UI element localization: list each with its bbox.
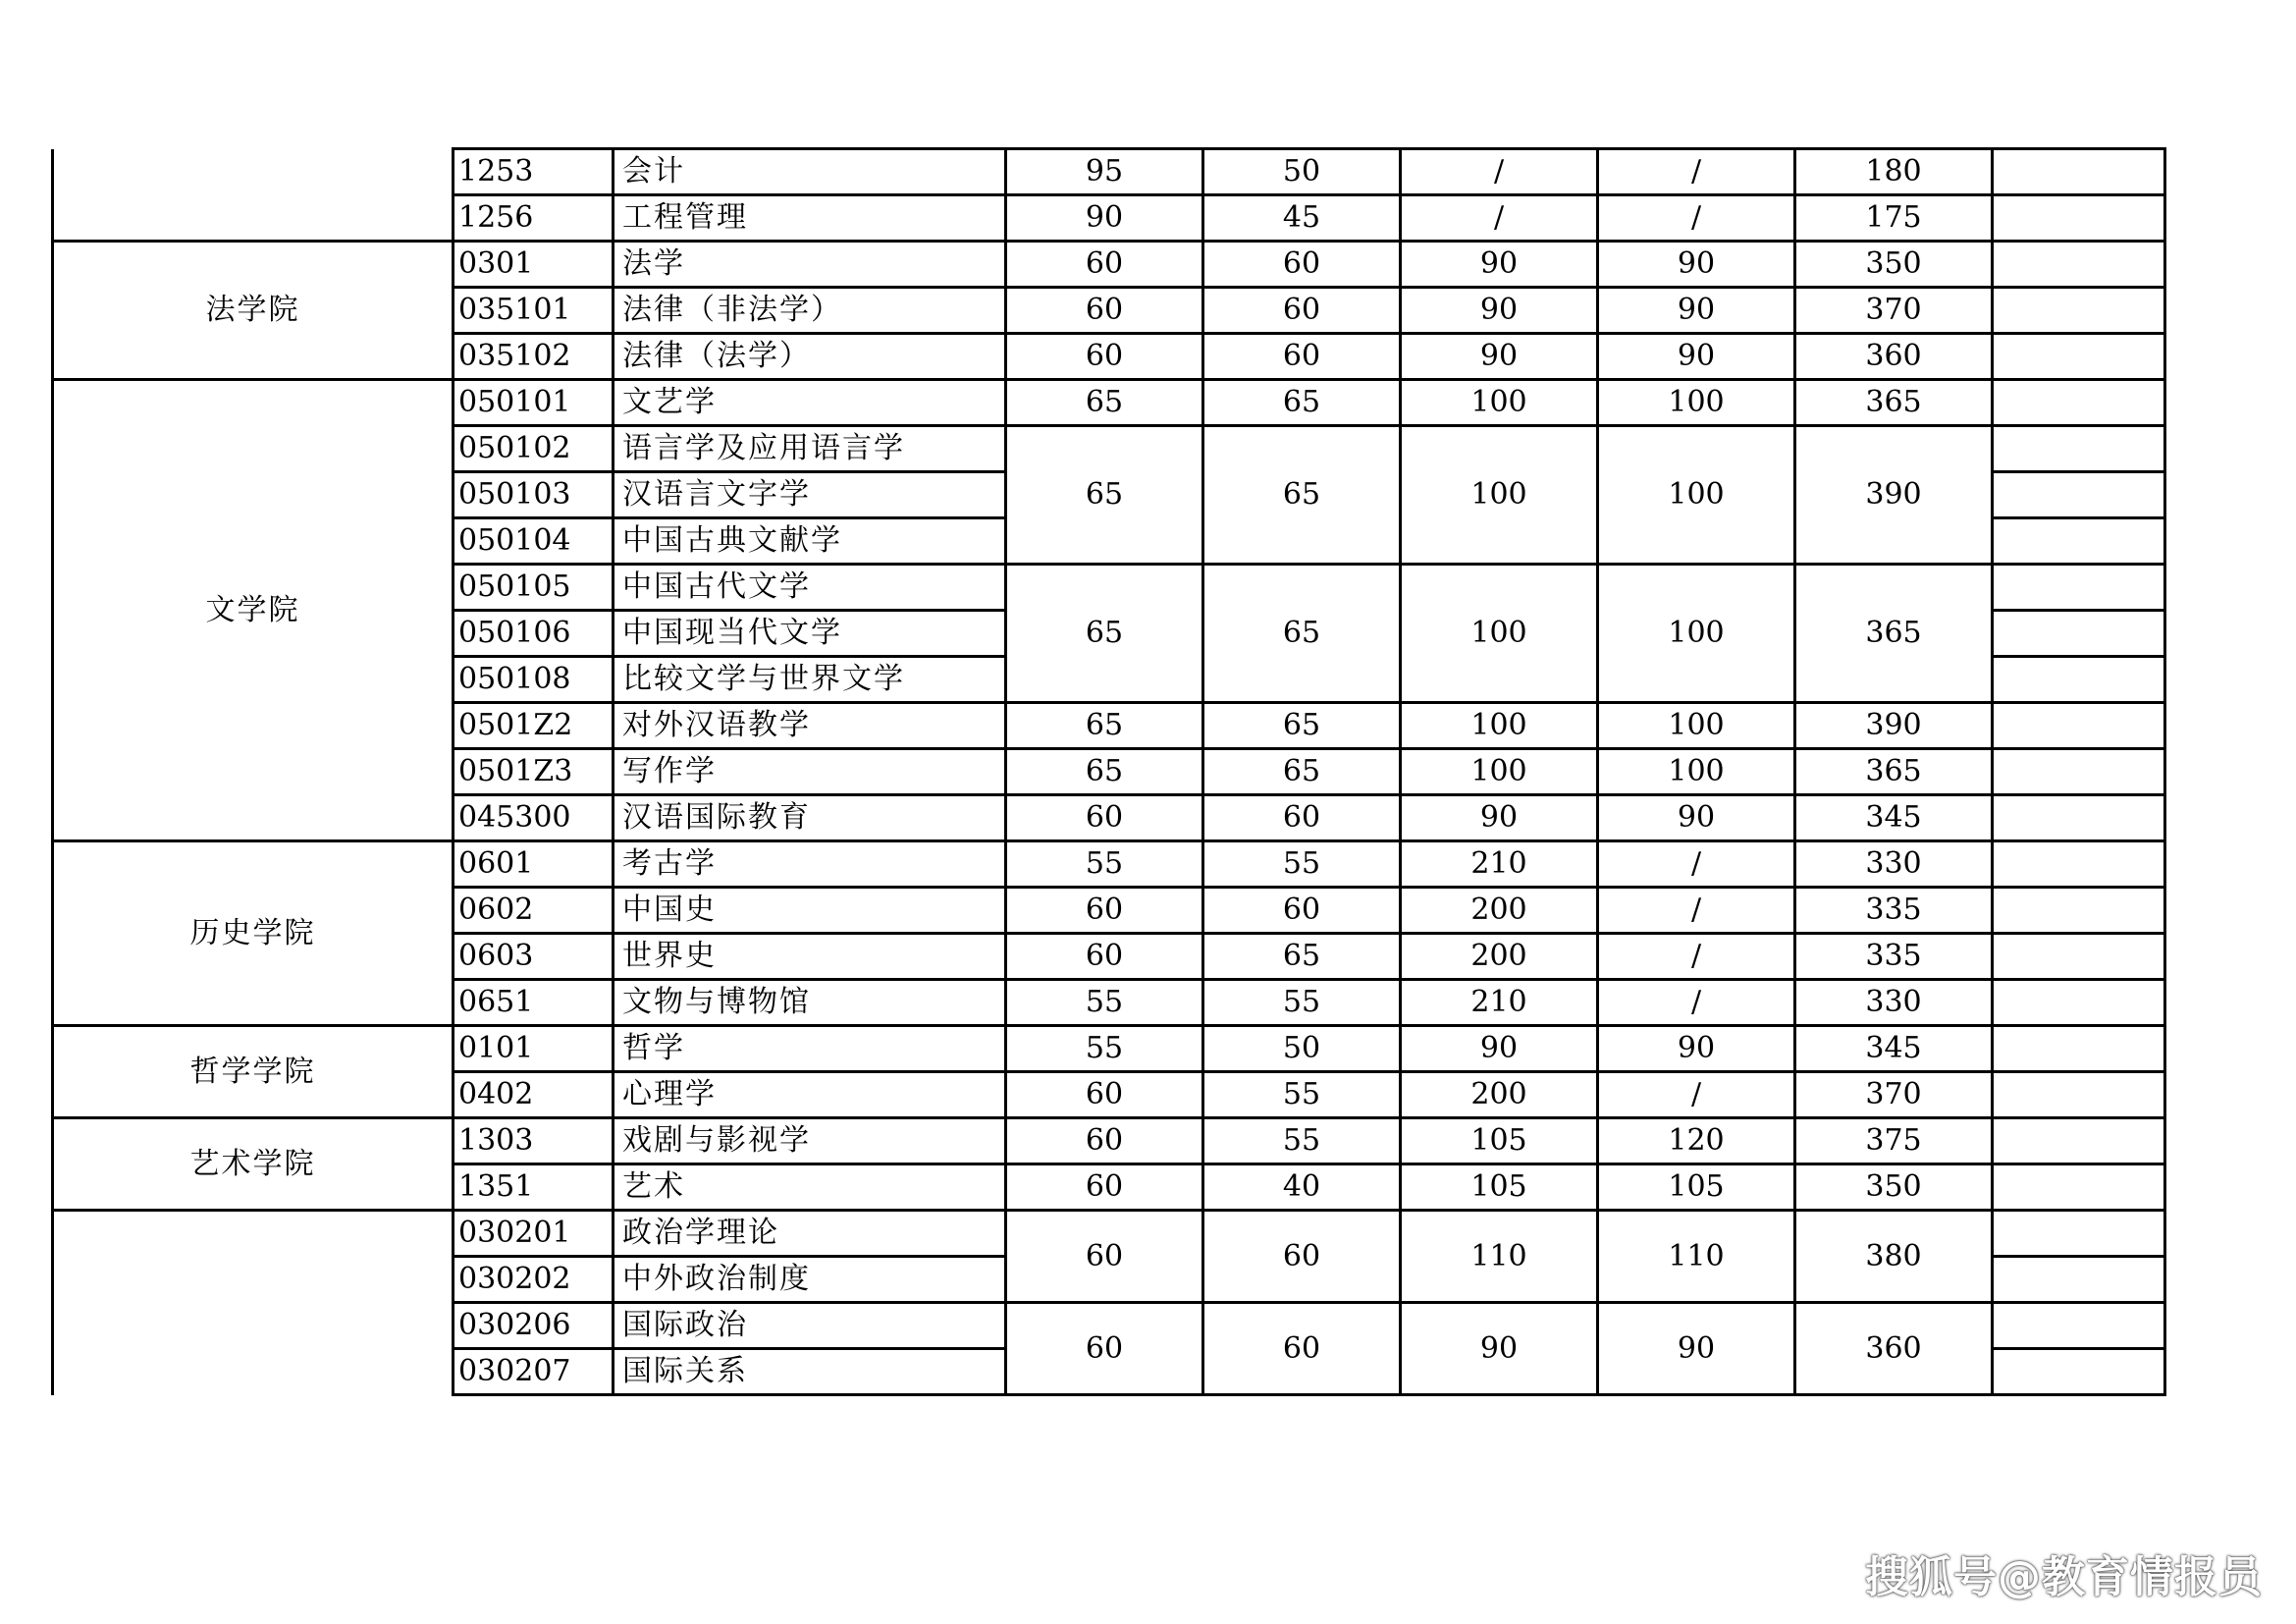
score-foreign-language: 55 bbox=[1203, 1118, 1401, 1164]
major-code: 0402 bbox=[454, 1072, 614, 1118]
score-total: 345 bbox=[1795, 1026, 1993, 1072]
score-foreign-language: 40 bbox=[1203, 1164, 1401, 1211]
score-politics: 65 bbox=[1006, 565, 1203, 703]
table-row bbox=[53, 1211, 2165, 1257]
table-row bbox=[53, 149, 2165, 195]
score-subject-2: 105 bbox=[1598, 1164, 1795, 1211]
score-total: 350 bbox=[1795, 1164, 1993, 1211]
major-code: 1351 bbox=[454, 1164, 614, 1211]
major-name: 国际政治 bbox=[614, 1303, 1006, 1349]
score-foreign-language: 50 bbox=[1203, 1026, 1401, 1072]
score-politics: 60 bbox=[1006, 934, 1203, 980]
score-subject-1: 100 bbox=[1401, 565, 1598, 703]
score-politics: 55 bbox=[1006, 980, 1203, 1026]
major-name: 戏剧与影视学 bbox=[614, 1118, 1006, 1164]
score-politics: 60 bbox=[1006, 1211, 1203, 1303]
score-total: 365 bbox=[1795, 380, 1993, 426]
major-name: 中国古代文学 bbox=[614, 565, 1006, 611]
score-subject-1: / bbox=[1401, 195, 1598, 242]
score-politics: 60 bbox=[1006, 1303, 1203, 1395]
score-politics: 60 bbox=[1006, 242, 1203, 288]
table-row bbox=[53, 841, 2165, 888]
score-politics: 60 bbox=[1006, 795, 1203, 841]
score-total: 180 bbox=[1795, 149, 1993, 195]
score-foreign-language: 55 bbox=[1203, 1072, 1401, 1118]
score-total: 375 bbox=[1795, 1118, 1993, 1164]
score-politics: 55 bbox=[1006, 1026, 1203, 1072]
blank-cell bbox=[1993, 149, 2165, 195]
major-code: 0602 bbox=[454, 888, 614, 934]
major-name: 中国古典文献学 bbox=[614, 518, 1006, 565]
score-total: 345 bbox=[1795, 795, 1993, 841]
score-subject-2: / bbox=[1598, 149, 1795, 195]
score-subject-1: 200 bbox=[1401, 888, 1598, 934]
major-code: 0601 bbox=[454, 841, 614, 888]
major-name: 汉语国际教育 bbox=[614, 795, 1006, 841]
major-name: 哲学 bbox=[614, 1026, 1006, 1072]
score-foreign-language: 45 bbox=[1203, 195, 1401, 242]
major-name: 中国现当代文学 bbox=[614, 611, 1006, 657]
score-foreign-language: 60 bbox=[1203, 888, 1401, 934]
score-total: 360 bbox=[1795, 1303, 1993, 1395]
blank-cell bbox=[1993, 1164, 2165, 1211]
score-subject-1: 200 bbox=[1401, 934, 1598, 980]
blank-cell bbox=[1993, 1257, 2165, 1303]
score-total: 365 bbox=[1795, 749, 1993, 795]
score-total: 330 bbox=[1795, 841, 1993, 888]
blank-cell bbox=[1993, 749, 2165, 795]
score-subject-1: 105 bbox=[1401, 1118, 1598, 1164]
score-politics: 60 bbox=[1006, 334, 1203, 380]
major-name: 考古学 bbox=[614, 841, 1006, 888]
college-cell bbox=[53, 149, 454, 242]
score-foreign-language: 65 bbox=[1203, 426, 1401, 565]
score-foreign-language: 65 bbox=[1203, 703, 1401, 749]
score-foreign-language: 65 bbox=[1203, 380, 1401, 426]
blank-cell bbox=[1993, 426, 2165, 472]
score-total: 390 bbox=[1795, 703, 1993, 749]
blank-cell bbox=[1993, 611, 2165, 657]
major-code: 050108 bbox=[454, 657, 614, 703]
college-cell bbox=[53, 1211, 454, 1395]
major-code: 1256 bbox=[454, 195, 614, 242]
score-subject-1: 90 bbox=[1401, 288, 1598, 334]
watermark: 搜狐号@教育情报员 bbox=[1865, 1552, 2263, 1602]
score-subject-2: 100 bbox=[1598, 380, 1795, 426]
score-table bbox=[51, 147, 2166, 1396]
blank-cell bbox=[1993, 841, 2165, 888]
major-name: 法学 bbox=[614, 242, 1006, 288]
major-code: 050101 bbox=[454, 380, 614, 426]
score-subject-2: / bbox=[1598, 934, 1795, 980]
major-code: 050105 bbox=[454, 565, 614, 611]
score-subject-2: 90 bbox=[1598, 795, 1795, 841]
blank-cell bbox=[1993, 518, 2165, 565]
score-subject-2: 90 bbox=[1598, 1026, 1795, 1072]
score-politics: 65 bbox=[1006, 749, 1203, 795]
score-foreign-language: 65 bbox=[1203, 934, 1401, 980]
major-name: 比较文学与世界文学 bbox=[614, 657, 1006, 703]
blank-cell bbox=[1993, 288, 2165, 334]
score-subject-1: 210 bbox=[1401, 980, 1598, 1026]
score-subject-1: 100 bbox=[1401, 380, 1598, 426]
score-subject-1: 90 bbox=[1401, 242, 1598, 288]
score-total: 350 bbox=[1795, 242, 1993, 288]
score-foreign-language: 60 bbox=[1203, 334, 1401, 380]
major-name: 中外政治制度 bbox=[614, 1257, 1006, 1303]
major-code: 0501Z3 bbox=[454, 749, 614, 795]
blank-cell bbox=[1993, 472, 2165, 518]
major-code: 030207 bbox=[454, 1349, 614, 1395]
major-name: 法律（法学） bbox=[614, 334, 1006, 380]
blank-cell bbox=[1993, 1118, 2165, 1164]
major-name: 法律（非法学） bbox=[614, 288, 1006, 334]
blank-cell bbox=[1993, 1303, 2165, 1349]
blank-cell bbox=[1993, 980, 2165, 1026]
major-code: 0651 bbox=[454, 980, 614, 1026]
score-subject-2: 100 bbox=[1598, 426, 1795, 565]
score-total: 335 bbox=[1795, 888, 1993, 934]
blank-cell bbox=[1993, 888, 2165, 934]
score-politics: 65 bbox=[1006, 703, 1203, 749]
score-subject-1: 90 bbox=[1401, 1303, 1598, 1395]
score-politics: 55 bbox=[1006, 841, 1203, 888]
major-name: 世界史 bbox=[614, 934, 1006, 980]
score-subject-2: 90 bbox=[1598, 334, 1795, 380]
blank-cell bbox=[1993, 334, 2165, 380]
score-subject-2: 120 bbox=[1598, 1118, 1795, 1164]
score-subject-2: 100 bbox=[1598, 703, 1795, 749]
score-foreign-language: 60 bbox=[1203, 242, 1401, 288]
score-subject-2: 90 bbox=[1598, 242, 1795, 288]
major-code: 0501Z2 bbox=[454, 703, 614, 749]
score-foreign-language: 60 bbox=[1203, 1211, 1401, 1303]
table-row bbox=[53, 1118, 2165, 1164]
blank-cell bbox=[1993, 1211, 2165, 1257]
score-foreign-language: 65 bbox=[1203, 749, 1401, 795]
score-subject-1: / bbox=[1401, 149, 1598, 195]
score-politics: 60 bbox=[1006, 1072, 1203, 1118]
major-code: 050103 bbox=[454, 472, 614, 518]
major-code: 050104 bbox=[454, 518, 614, 565]
score-total: 175 bbox=[1795, 195, 1993, 242]
blank-cell bbox=[1993, 703, 2165, 749]
score-subject-1: 100 bbox=[1401, 426, 1598, 565]
score-subject-1: 210 bbox=[1401, 841, 1598, 888]
major-code: 035102 bbox=[454, 334, 614, 380]
major-name: 对外汉语教学 bbox=[614, 703, 1006, 749]
score-subject-2: 100 bbox=[1598, 749, 1795, 795]
score-politics: 65 bbox=[1006, 426, 1203, 565]
major-name: 文物与博物馆 bbox=[614, 980, 1006, 1026]
score-foreign-language: 50 bbox=[1203, 149, 1401, 195]
major-code: 045300 bbox=[454, 795, 614, 841]
blank-cell bbox=[1993, 242, 2165, 288]
major-name: 汉语言文字学 bbox=[614, 472, 1006, 518]
major-name: 文艺学 bbox=[614, 380, 1006, 426]
score-total: 370 bbox=[1795, 288, 1993, 334]
major-name: 中国史 bbox=[614, 888, 1006, 934]
blank-cell bbox=[1993, 565, 2165, 611]
major-code: 030201 bbox=[454, 1211, 614, 1257]
score-subject-1: 200 bbox=[1401, 1072, 1598, 1118]
score-subject-1: 90 bbox=[1401, 1026, 1598, 1072]
score-subject-2: / bbox=[1598, 980, 1795, 1026]
major-name: 艺术 bbox=[614, 1164, 1006, 1211]
score-politics: 60 bbox=[1006, 288, 1203, 334]
score-subject-2: / bbox=[1598, 841, 1795, 888]
score-total: 330 bbox=[1795, 980, 1993, 1026]
major-code: 1253 bbox=[454, 149, 614, 195]
major-code: 035101 bbox=[454, 288, 614, 334]
blank-cell bbox=[1993, 934, 2165, 980]
blank-cell bbox=[1993, 195, 2165, 242]
score-foreign-language: 55 bbox=[1203, 980, 1401, 1026]
score-subject-2: 100 bbox=[1598, 565, 1795, 703]
college-cell: 历史学院 bbox=[53, 841, 454, 1026]
major-code: 0301 bbox=[454, 242, 614, 288]
major-code: 0603 bbox=[454, 934, 614, 980]
score-foreign-language: 60 bbox=[1203, 288, 1401, 334]
score-total: 370 bbox=[1795, 1072, 1993, 1118]
score-subject-2: 110 bbox=[1598, 1211, 1795, 1303]
blank-cell bbox=[1993, 1026, 2165, 1072]
blank-cell bbox=[1993, 1349, 2165, 1395]
score-subject-1: 100 bbox=[1401, 703, 1598, 749]
major-code: 0101 bbox=[454, 1026, 614, 1072]
score-subject-2: 90 bbox=[1598, 288, 1795, 334]
table-row bbox=[53, 242, 2165, 288]
score-subject-1: 100 bbox=[1401, 749, 1598, 795]
major-code: 030202 bbox=[454, 1257, 614, 1303]
score-subject-1: 90 bbox=[1401, 795, 1598, 841]
table-row bbox=[53, 1026, 2165, 1072]
college-cell: 艺术学院 bbox=[53, 1118, 454, 1211]
major-name: 心理学 bbox=[614, 1072, 1006, 1118]
score-subject-1: 90 bbox=[1401, 334, 1598, 380]
major-code: 050106 bbox=[454, 611, 614, 657]
blank-cell bbox=[1993, 657, 2165, 703]
blank-cell bbox=[1993, 795, 2165, 841]
score-politics: 95 bbox=[1006, 149, 1203, 195]
score-politics: 60 bbox=[1006, 1164, 1203, 1211]
score-politics: 60 bbox=[1006, 1118, 1203, 1164]
major-name: 会计 bbox=[614, 149, 1006, 195]
major-name: 语言学及应用语言学 bbox=[614, 426, 1006, 472]
blank-cell bbox=[1993, 380, 2165, 426]
score-foreign-language: 60 bbox=[1203, 795, 1401, 841]
major-code: 030206 bbox=[454, 1303, 614, 1349]
score-total: 380 bbox=[1795, 1211, 1993, 1303]
score-subject-1: 105 bbox=[1401, 1164, 1598, 1211]
college-cell: 文学院 bbox=[53, 380, 454, 841]
college-cell: 法学院 bbox=[53, 242, 454, 380]
blank-cell bbox=[1993, 1072, 2165, 1118]
score-subject-1: 110 bbox=[1401, 1211, 1598, 1303]
major-code: 1303 bbox=[454, 1118, 614, 1164]
score-subject-2: / bbox=[1598, 888, 1795, 934]
score-total: 365 bbox=[1795, 565, 1993, 703]
score-total: 360 bbox=[1795, 334, 1993, 380]
major-code: 050102 bbox=[454, 426, 614, 472]
score-foreign-language: 60 bbox=[1203, 1303, 1401, 1395]
score-subject-2: / bbox=[1598, 195, 1795, 242]
table-row bbox=[53, 380, 2165, 426]
score-total: 335 bbox=[1795, 934, 1993, 980]
score-subject-2: 90 bbox=[1598, 1303, 1795, 1395]
college-cell: 哲学学院 bbox=[53, 1026, 454, 1118]
major-name: 国际关系 bbox=[614, 1349, 1006, 1395]
major-name: 工程管理 bbox=[614, 195, 1006, 242]
score-subject-2: / bbox=[1598, 1072, 1795, 1118]
score-foreign-language: 55 bbox=[1203, 841, 1401, 888]
score-politics: 90 bbox=[1006, 195, 1203, 242]
major-name: 政治学理论 bbox=[614, 1211, 1006, 1257]
major-name: 写作学 bbox=[614, 749, 1006, 795]
score-politics: 65 bbox=[1006, 380, 1203, 426]
score-foreign-language: 65 bbox=[1203, 565, 1401, 703]
score-total: 390 bbox=[1795, 426, 1993, 565]
score-politics: 60 bbox=[1006, 888, 1203, 934]
